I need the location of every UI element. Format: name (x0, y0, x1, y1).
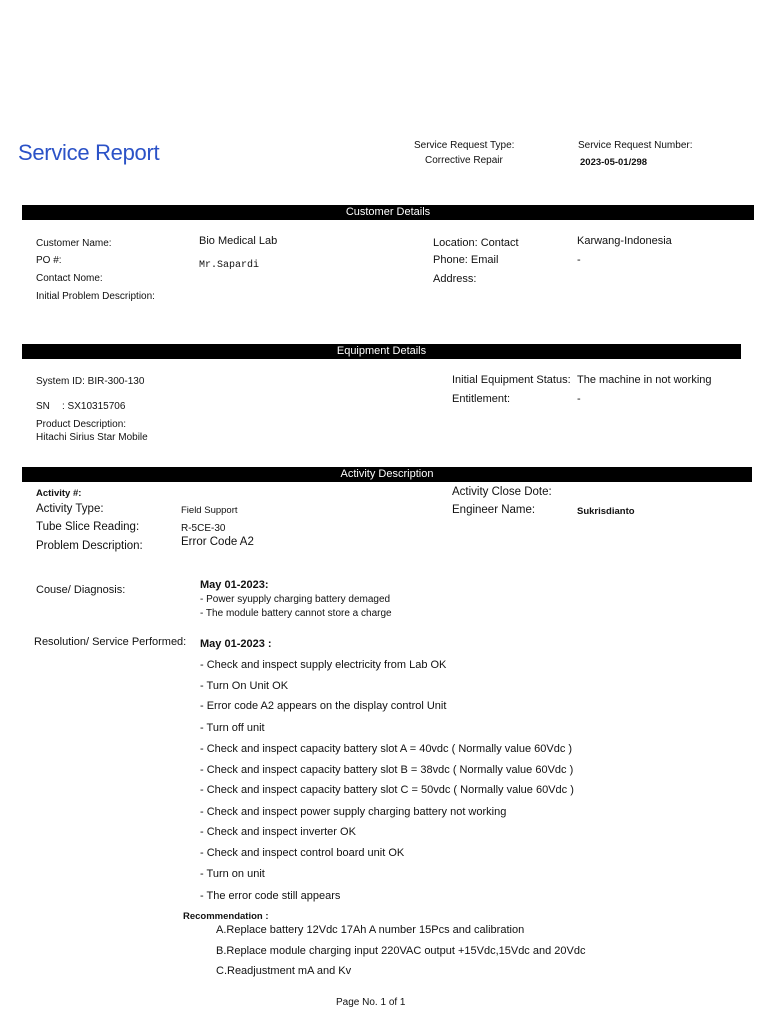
customer-details-header: Customer Details (22, 205, 754, 220)
location-value: Karwang-Indonesia (577, 235, 672, 247)
request-number-label: Service Request Number: (578, 140, 693, 151)
phone-value: - (577, 254, 581, 266)
tube-slice-label: Tube Slice Reading: (36, 521, 140, 533)
product-description-label: Product Description: (36, 419, 127, 430)
resolution-line: - Check and inspect capacity battery slot A = 40vdc ( Normally value 60Vdc ) (200, 743, 573, 755)
system-id: System ID: BIR-300-130 (36, 376, 145, 387)
page-title: Service Report (18, 140, 160, 165)
customer-name-label: Customer Name: (36, 238, 112, 249)
location-label: Location: Contact (433, 237, 519, 249)
activity-type-label: Activity Type: (36, 503, 104, 515)
resolution-date: May 01-2023 : (200, 638, 272, 650)
diagnosis-date: May 01-2023: (200, 579, 269, 591)
contact-label: Contact Nome: (36, 273, 103, 284)
request-type-value: Corrective Repair (425, 155, 503, 166)
resolution-label: Resolution/ Service Performed: (34, 636, 187, 648)
activity-number-label: Activity #: (36, 488, 82, 499)
engineer-name-label: Engineer Name: (452, 504, 536, 516)
equipment-details-header: Equipment Details (22, 344, 741, 359)
diagnosis-line: - The module battery cannot store a charge (200, 608, 392, 619)
request-type-label: Service Request Type: (414, 140, 515, 151)
equipment-status-label: Initial Equipment Status: (452, 374, 571, 386)
resolution-line: - Error code A2 appears on the display control Unit (200, 700, 447, 712)
resolution-line: - Turn off unit (200, 722, 265, 734)
resolution-line: - Check and inspect supply electricity from Lab OK (200, 659, 447, 671)
problem-description-value: Error Code A2 (181, 536, 254, 548)
recommendation-label: Recommendation : (183, 911, 269, 922)
recommendation-line: B.Replace module charging input 220VAC output +15Vdc,15Vdc and 20Vdc (216, 945, 586, 957)
product-description-value: Hitachi Sirius Star Mobile (36, 432, 148, 443)
resolution-line: - Check and inspect inverter OK (200, 826, 356, 838)
po-value: Mr.Sapardi (199, 260, 260, 271)
page-number: Page No. 1 of 1 (336, 997, 406, 1008)
activity-type-value: Field Support (181, 505, 238, 516)
customer-name-value: Bio Medical Lab (199, 235, 278, 247)
diagnosis-label: Couse/ Diagnosis: (36, 584, 126, 596)
activity-description-header: Activity Description (22, 467, 752, 482)
recommendation-line: A.Replace battery 12Vdc 17Ah A number 15Pcs and calibration (216, 924, 525, 936)
resolution-line: - Turn on unit (200, 868, 265, 880)
phone-label: Phone: Email (433, 254, 499, 266)
resolution-line: - The error code still appears (200, 890, 341, 902)
po-label: PO #: (36, 255, 62, 266)
tube-slice-value: R-5CE-30 (181, 523, 226, 534)
sn-value: : SX10315706 (62, 401, 126, 412)
diagnosis-line: - Power syupply charging battery demaged (200, 594, 391, 605)
resolution-line: - Turn On Unit OK (200, 680, 289, 692)
resolution-line: - Check and inspect capacity battery slot C = 50vdc ( Normally value 60Vdc ) (200, 784, 574, 796)
entitlement-label: Entitlement: (452, 393, 511, 405)
initial-problem-label: Initial Problem Description: (36, 291, 155, 302)
recommendation-line: C.Readjustment mA and Kv (216, 965, 352, 977)
equipment-status-value: The machine in not working (577, 374, 712, 386)
activity-close-date-label: Activity Close Dote: (452, 486, 552, 498)
request-number-value: 2023-05-01/298 (580, 157, 648, 168)
address-label: Address: (433, 273, 477, 285)
sn-label: SN (36, 401, 50, 412)
resolution-line: - Check and inspect power supply charging battery not working (200, 806, 507, 818)
engineer-name-value: Sukrisdianto (577, 506, 635, 517)
resolution-line: - Check and inspect control board unit OK (200, 847, 405, 859)
entitlement-value: - (577, 393, 581, 405)
resolution-line: - Check and inspect capacity battery slot B = 38vdc ( Normally value 60Vdc ) (200, 764, 574, 776)
problem-description-label: Problem Description: (36, 540, 143, 552)
